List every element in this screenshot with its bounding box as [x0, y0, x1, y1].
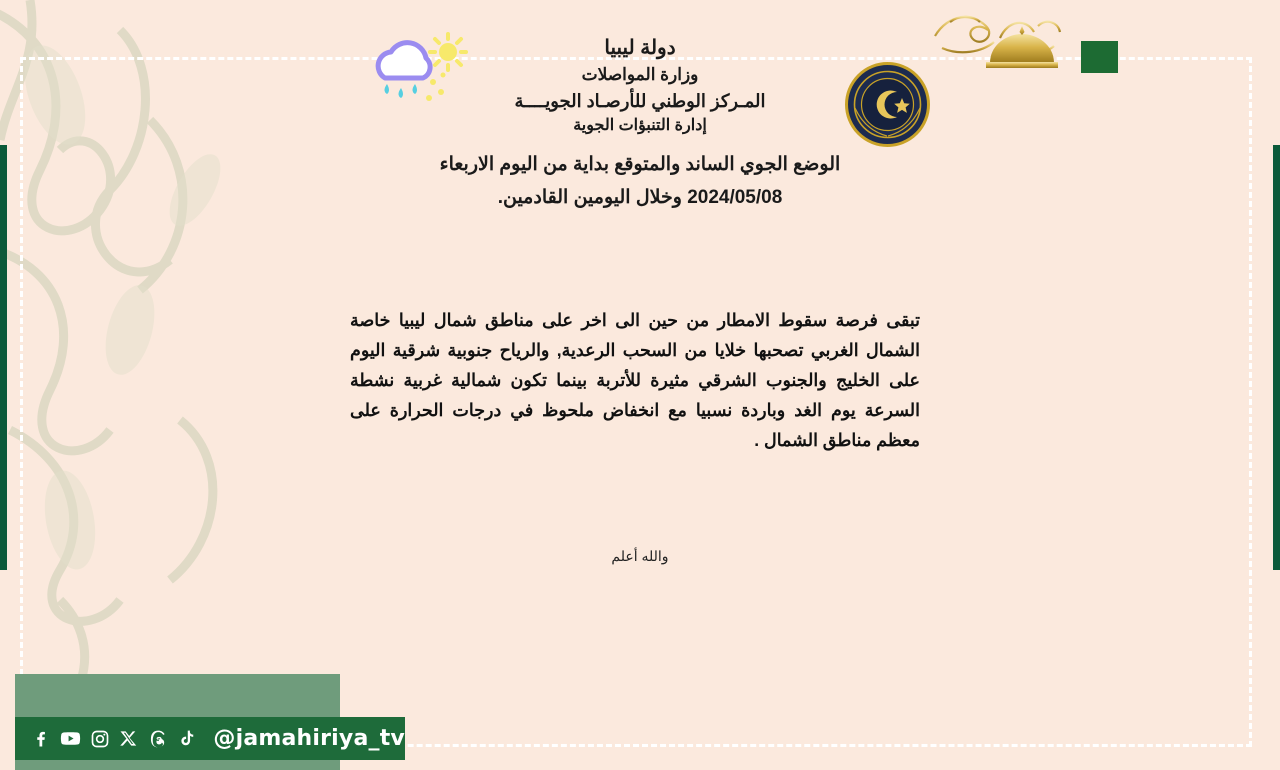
closing-phrase: والله أعلم — [611, 548, 669, 564]
x-twitter-icon[interactable] — [119, 728, 139, 749]
social-footer-bar — [15, 717, 405, 760]
header-center: المـركز الوطني للأرصـاد الجويــــة — [514, 90, 766, 111]
forecast-body-text: تبقى فرصة سقوط الامطار من حين الى اخر على مناطق شمال ليبيا خاصة الشمال الغربي تصحبها خلايا من السحب الرعدية, والرياح جنوبية شرقية اليوم على الخليج والجنوب الشرقي مثيرة للأتربة بينما تكون شمالية غربية نشطة السرعة يوم الغد وباردة نسبيا مع انخفاض ملحوظ في درجات الحرارة على معظم مناطق الشمال . — [350, 310, 920, 451]
document-header — [0, 34, 1280, 212]
header-department: إدارة التنبؤات الجوية — [573, 116, 707, 134]
instagram-icon[interactable] — [90, 728, 110, 749]
tiktok-icon[interactable] — [177, 728, 197, 749]
social-handle: @jamahiriya_tv — [213, 726, 405, 751]
threads-icon[interactable] — [148, 728, 168, 749]
header-title-line2: 2024/05/08 وخلال اليومين القادمين. — [497, 187, 783, 209]
facebook-icon[interactable] — [31, 728, 51, 749]
youtube-icon[interactable] — [60, 728, 81, 749]
header-ministry: وزارة المواصلات — [581, 65, 699, 84]
header-country: دولة ليبيا — [604, 37, 676, 59]
header-title-line1: الوضع الجوي الساند والمتوقع بداية من اليوم الاربعاء — [439, 153, 841, 175]
